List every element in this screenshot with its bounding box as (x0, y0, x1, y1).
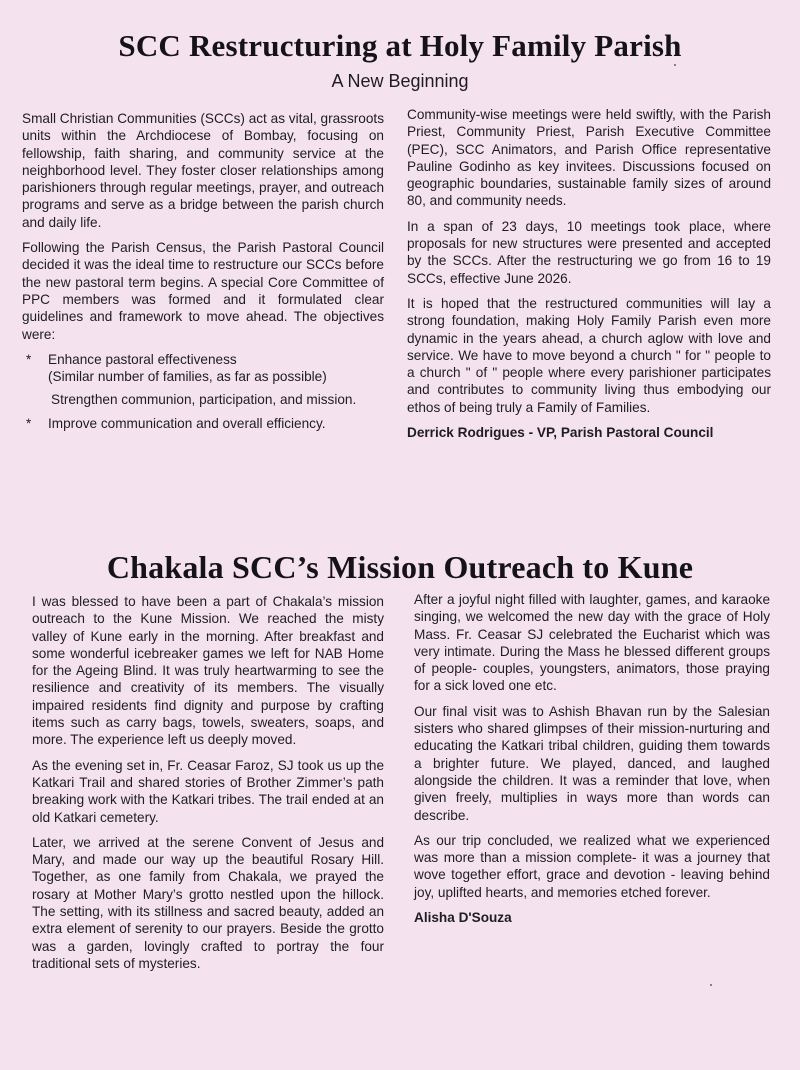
author-signature: Derrick Rodrigues - VP, Parish Pastoral Council (407, 425, 714, 441)
objectives-list (22, 351, 384, 432)
paragraph: Our final visit was to Ashish Bhavan run by the Salesian sisters who shared glimpses of their mission-nurturing and educating the Katkari tribal children, guiding them towards a brighter future. We played, danced, and laughed alongside the children. It was a reminder that love, when given freely, multiplies in ways more than words can describe. (414, 703, 770, 823)
article-1-right-column (407, 106, 771, 441)
objective-note: (Similar number of families, as far as possible) (48, 369, 327, 385)
author-signature: Alisha D'Souza (414, 910, 512, 926)
article-2-right-column (414, 591, 770, 926)
article-1-subtitle: A New Beginning (331, 71, 469, 91)
article-2-left-column (32, 593, 384, 980)
paragraph: Following the Parish Census, the Parish Pastoral Council decided it was the ideal time to restructure our SCCs before the new pastoral term begins. A special Core Committee of PPC members was formed and it formulated clear guidelines and framework to move ahead. The objectives were: (22, 240, 384, 342)
paragraph: As our trip concluded, we realized what we experienced was more than a mission complete- it was a journey that wove together effort, grace and devotion - leaving behind joy, uplifted hearts, and memories etched forever. (414, 832, 770, 900)
article-1-left-column (22, 110, 384, 438)
objective-text: Enhance pastoral effectiveness (48, 351, 237, 367)
paragraph: In a span of 23 days, 10 meetings took place, where proposals for new structures were presented and accepted by the SCCs. After the restructuring we go from 16 to 19 SCCs, effective June 2026. (407, 218, 771, 286)
asterisk-bullet-icon: * (26, 415, 32, 431)
paper-speck (674, 64, 676, 66)
paragraph: It is hoped that the restructured communities will lay a strong foundation, making Holy Family Parish even more dynamic in the years ahead, a church aglow with love and service. We have to move beyond a church " for " people to a church " of " people where every parishioner participates and contributes to community living thus embodying our ethos of being truly a Family of Families. (407, 295, 771, 415)
paragraph: I was blessed to have been a part of Chakala’s mission outreach to the Kune Mission. We reached the misty valley of Kune early in the morning. After breakfast and some wonderful icebreaker games we left for NAB Home for the Ageing Blind. It was truly heartwarming to see the resilience and creativity of its members. The visually impaired residents find dignity and purpose by crafting items such as carry bags, towels, sweaters, soaps, and more. The experience left us deeply moved. (32, 594, 384, 748)
objective-text: Strengthen communion, participation, and mission. (51, 392, 357, 408)
objective-item (22, 391, 384, 408)
objective-text: Improve communication and overall efficiency. (48, 415, 326, 431)
paragraph: Later, we arrived at the serene Convent of Jesus and Mary, and made our way up the beautiful Rosary Hill. Together, as one family from Chakala, we prayed the rosary at Mother Mary’s grotto nestled upon the hillock. The setting, with its stillness and sacred beauty, added an extra element of serenity to our prayers. Beside the grotto was a garden, lovingly crafted to portray the four traditional sets of mysteries. (32, 834, 384, 971)
paragraph: Community-wise meetings were held swiftly, with the Parish Priest, Community Priest, Parish Executive Committee (PEC), SCC Animators, and Parish Office representative Pauline Godinho as key invitees. Discussions focused on geographic boundaries, sustainable family sizes of around 80, and community needs. (407, 107, 771, 209)
paragraph: After a joyful night filled with laughter, games, and karaoke singing, we welcomed the new day with the grace of Holy Mass. Fr. Ceasar SJ celebrated the Eucharist which was very intimate. During the Mass he blessed different groups of people- couples, youngsters, animators, those praying for a sick loved one etc. (414, 592, 770, 694)
paper-speck (710, 984, 712, 986)
objective-item (22, 351, 384, 386)
asterisk-bullet-icon: * (26, 351, 32, 367)
objective-item (22, 415, 384, 432)
paragraph: As the evening set in, Fr. Ceasar Faroz, SJ took us up the Katkari Trail and shared stories of Brother Zimmer’s path breaking work with the Katkari tribes. The trail ended at an old Katkari cemetery. (32, 757, 384, 825)
article-1-title: SCC Restructuring at Holy Family Parish (118, 28, 682, 63)
article-2-title: Chakala SCC’s Mission Outreach to Kune (106, 549, 694, 585)
paragraph: Small Christian Communities (SCCs) act as vital, grassroots units within the Archdiocese of Bombay, focusing on fellowship, faith sharing, and community service at the neighborhood level. They foster closer relationships among parishioners through regular meetings, prayer, and outreach programs and serve as a bridge between the parish church and daily life. (22, 111, 384, 230)
